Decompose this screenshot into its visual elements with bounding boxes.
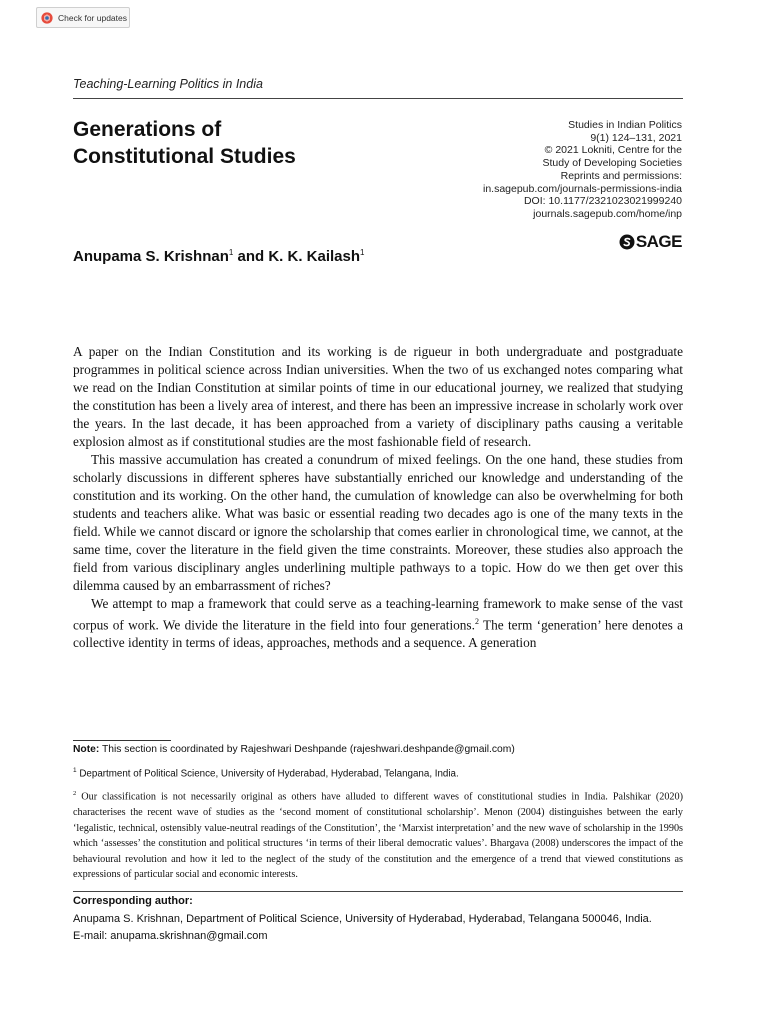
- affiliation-marker: 1: [228, 248, 234, 257]
- crossmark-icon: [41, 12, 53, 24]
- copyright-line-2: Study of Developing Societies: [542, 157, 682, 170]
- author-list: [73, 248, 364, 265]
- section-label: Teaching-Learning Politics in India: [73, 77, 263, 91]
- paragraph-text: The term ‘generation’ here denotes a collective identity in terms of ideas, approaches, methods and a sequence. A generation: [73, 617, 683, 651]
- check-for-updates-label: Check for updates: [58, 12, 127, 23]
- corresponding-email[interactable]: E-mail: anupama.skrishnan@gmail.com: [73, 929, 268, 942]
- footnote-text: Department of Political Science, University of Hyderabad, Hyderabad, Telangana, India.: [76, 768, 459, 780]
- footnote-marker[interactable]: 2: [474, 617, 479, 626]
- doi-link[interactable]: DOI: 10.1177/2321023021999240: [523, 195, 682, 208]
- body-paragraph: This massive accumulation has created a conundrum of mixed feelings. On the one hand, these studies from scholarly discussions in different spheres have substantially enriched our knowledge and understanding of the constitution and its working. On the other hand, the cumulation of knowledge can also be overwhelming for both students and teachers alike. What was basic or essential reading two decades ago is one of the many texts in the field. While we cannot discard or ignore the scholarship that comes earlier in chronological time, we cannot, at the same time, cover the literature in the field given the time constraints. Moreover, these studies also approach the field from various disciplinary angles underlining multiple pathways to a topic. How do we then get over this dilemma caused by an embarrassment of riches?: [73, 452, 683, 593]
- author-name: K. K. Kailash: [268, 248, 361, 265]
- reprints-label: Reprints and permissions:: [560, 169, 682, 182]
- author-name: Anupama S. Krishnan: [73, 248, 229, 265]
- corresponding-author-label: Corresponding author:: [73, 895, 193, 907]
- journal-name: Studies in Indian Politics: [568, 119, 682, 131]
- body-text: [73, 343, 683, 652]
- footnote-rule: [73, 740, 171, 741]
- paragraph-text: We attempt to map a framework that could serve as a teaching-learning framework to make sense of the vast corpus of work. We divide the literature in the field into four generations.: [73, 596, 683, 633]
- footnote-number: 1: [73, 767, 77, 774]
- corresponding-address: Anupama S. Krishnan, Department of Political Science, University of Hyderabad, Hyderabad, Telangana 500046, India.: [73, 913, 652, 925]
- permissions-link[interactable]: in.sagepub.com/journals-permissions-india: [482, 182, 682, 195]
- body-paragraph: [73, 595, 683, 652]
- sage-logo-text: SAGE: [635, 232, 682, 251]
- body-paragraph: A paper on the Indian Constitution and its working is de rigueur in both undergraduate and postgraduate programmes in political science across Indian universities. When the two of us exchanged notes comparing what we read on the Indian Constitution at similar points of time in our educational journey, we realized that studying the constitution has been a lively area of interest, and there has been an impressive increase in scholarly work over the years. In the last decade, it has been approached from a variety of disciplinary paths causing a veritable explosion almost as if constitutional studies are the most fashionable field of research.: [73, 344, 683, 449]
- article-title: [73, 116, 373, 170]
- header-rule: [73, 98, 683, 99]
- footnote-1: [73, 767, 683, 779]
- corresponding-author-details: [73, 911, 683, 944]
- corresponding-rule: [73, 891, 683, 892]
- author-connector: and: [233, 248, 269, 265]
- footnote-2: [73, 786, 683, 883]
- footnote-text: Our classification is not necessarily original as others have alluded to different waves of constitutional studies in India. Palshikar (2020) characterises the recent wave of studies as the ‘second moment of constitutional scholarship’. Menon (2004) distinguishes between the early ‘legalistic, technical, ostensibly value-neutral readings of the Constitution’, the ‘Marxist interpretation’ and the new wave of scholarship in the 1990s which ‘assesses’ the constitution and political structures ‘in terms of their liberal democratic values’. Bhargava (2008) underscores the impact of the behavioural revolution and how it led to the neglect of the study of the constitution and the emergence of a trend that viewed constitutions as expressions of particular social and economic interests.: [73, 791, 683, 881]
- check-for-updates-button[interactable]: [36, 7, 130, 28]
- journal-volume: 9(1) 124–131, 2021: [590, 131, 682, 144]
- sage-s-icon: [619, 234, 635, 250]
- journal-info: [422, 119, 682, 221]
- affiliation-marker: 1: [360, 248, 365, 257]
- note-label: Note:: [73, 744, 100, 755]
- title-line-2: Constitutional Studies: [73, 145, 296, 168]
- section-note: [73, 744, 683, 755]
- journal-homepage-link[interactable]: journals.sagepub.com/home/inp: [533, 207, 682, 220]
- note-text: This section is coordinated by Rajeshwari Deshpande (rajeshwari.deshpande@gmail.com): [99, 744, 515, 755]
- sage-logo: [619, 232, 682, 252]
- footnote-number: 2: [73, 790, 77, 797]
- copyright-line-1: © 2021 Lokniti, Centre for the: [544, 144, 682, 157]
- title-line-1: Generations of: [73, 118, 222, 141]
